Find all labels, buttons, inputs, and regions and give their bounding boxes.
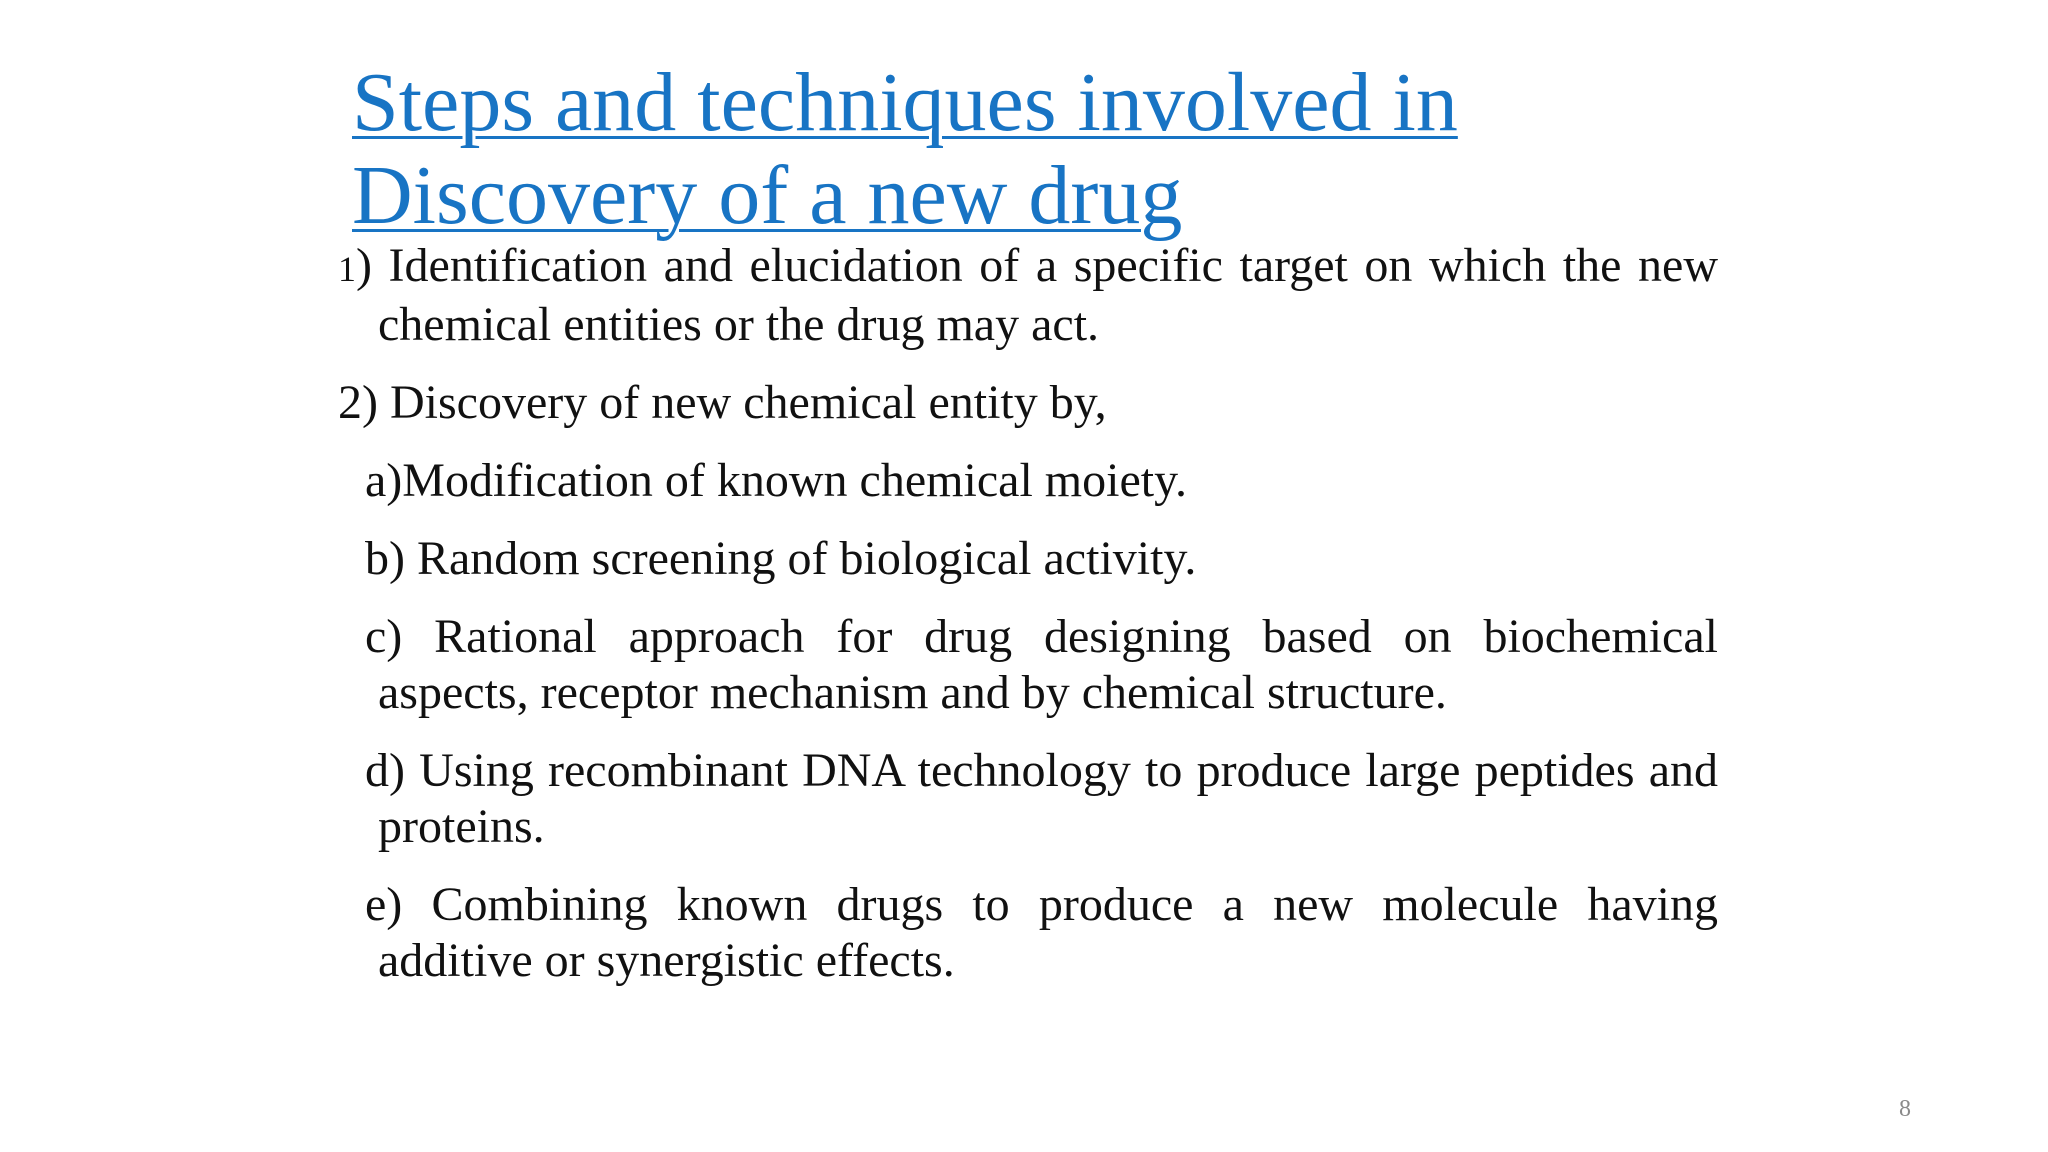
list-item-2: 2) Discovery of new chemical entity by, [338, 376, 1107, 429]
list-item-2c: c) Rational approach for drug designing based on biochemical aspects, receptor mechanism and by chemical structure. [365, 610, 1718, 719]
slide-title [352, 56, 1712, 242]
slide-body [338, 238, 1718, 989]
list-item-1-text: ) Identification and elucidation of a specific target on which the new chemical entities or the drug may act. [356, 239, 1718, 351]
list-item-2a: a)Modification of known chemical moiety. [365, 454, 1187, 507]
list-item-2e: e) Combining known drugs to produce a new molecule having additive or synergistic effects. [365, 878, 1718, 987]
title-line-2: Discovery of a new drug [352, 149, 1183, 242]
list-item-1-number: 1 [338, 249, 356, 289]
title-line-1: Steps and techniques involved in [352, 56, 1458, 149]
list-item-2b: b) Random screening of biological activity. [365, 532, 1197, 585]
list-item-1 [338, 238, 1718, 353]
list-item-2d: d) Using recombinant DNA technology to produce large peptides and proteins. [365, 744, 1718, 853]
page-number: 8 [1899, 1096, 1911, 1122]
